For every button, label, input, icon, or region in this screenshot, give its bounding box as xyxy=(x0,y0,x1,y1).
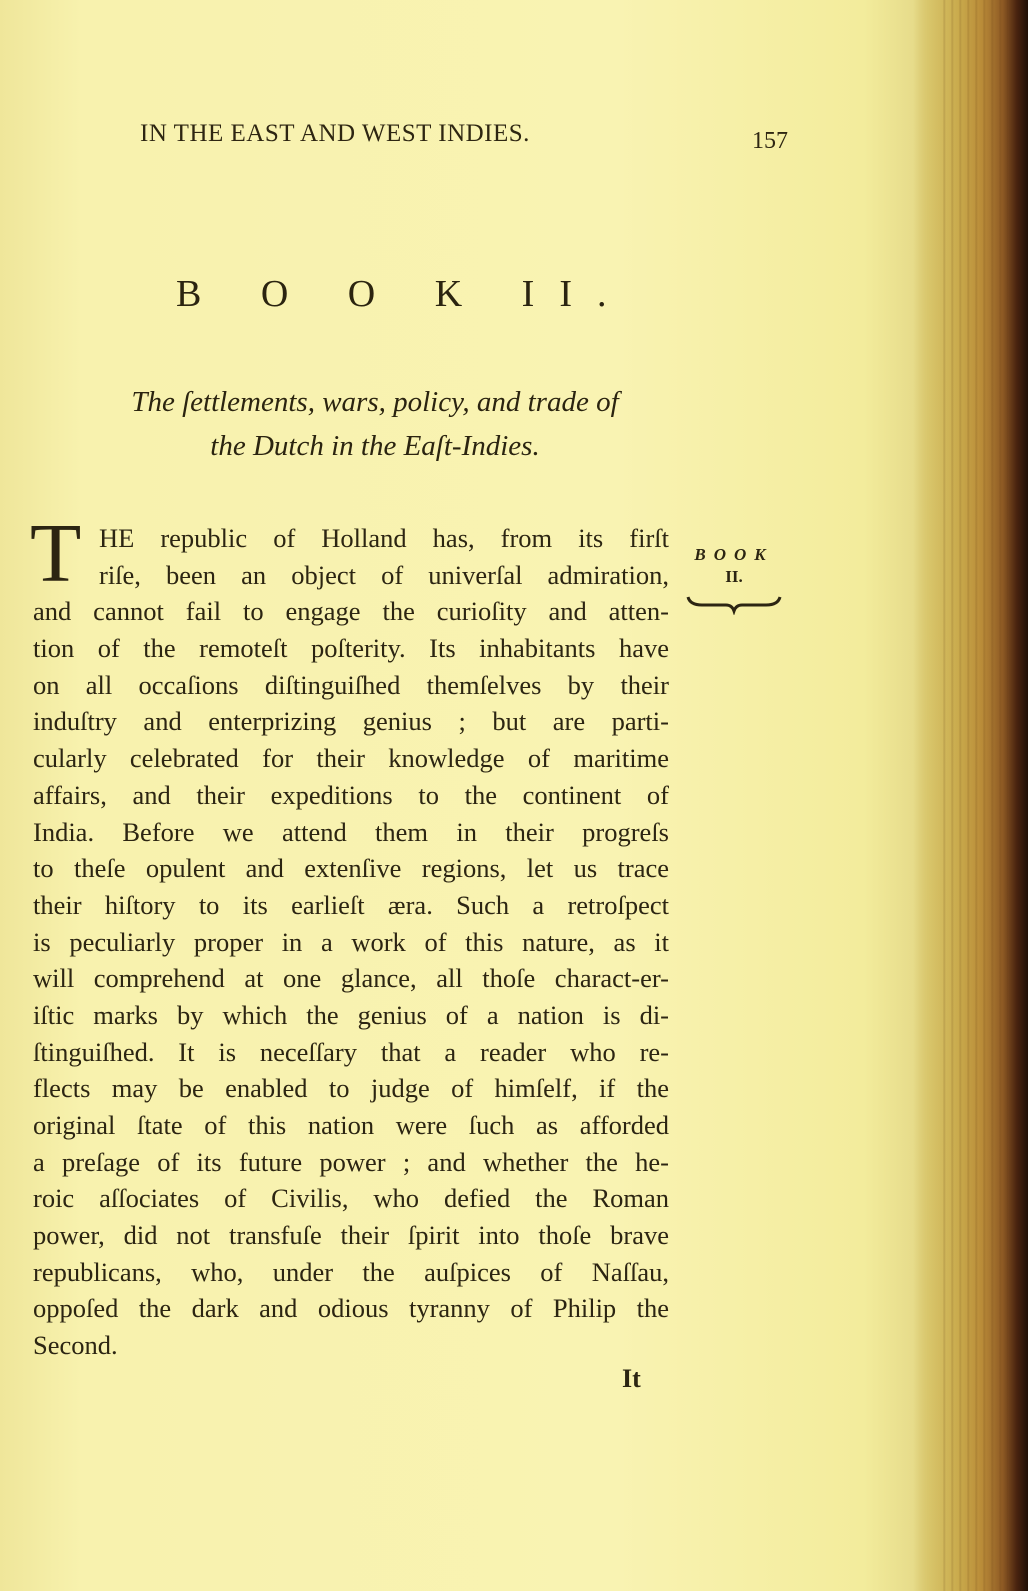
body-line-16: flects may be enabled to judge of himſelf, if the xyxy=(33,1073,669,1104)
body-line-21: republicans, who, under the auſpices of Naſſau, xyxy=(33,1256,669,1287)
body-line-15: ſtinguiſhed. It is neceſſary that a reader who re- xyxy=(33,1036,669,1067)
body-line-3: and cannot fail to engage the curioſity and atten- xyxy=(33,596,669,627)
body-line-7: cularly celebrated for their knowledge of maritime xyxy=(33,743,669,774)
body-line-11: their hiſtory to its earlieſt æra. Such a retroſpect xyxy=(33,889,669,920)
body-line-1: HE republic of Holland has, from its firſt xyxy=(99,523,669,553)
page-number: 157 xyxy=(752,128,788,154)
body-line-2: riſe, been an object of univerſal admiration, xyxy=(99,559,669,590)
body-line-8: affairs, and their expeditions to the continent of xyxy=(33,779,669,810)
chapter-subtitle xyxy=(30,380,720,468)
subtitle-line-1: The ſettlements, wars, policy, and trade of xyxy=(131,386,619,418)
body-line-4: tion of the remoteſt poſterity. Its inhabitants have xyxy=(33,633,669,664)
margin-note xyxy=(680,545,788,615)
margin-note-number: II. xyxy=(725,567,743,586)
body-line-13: will comprehend at one glance, all thoſe charact-er- xyxy=(33,963,669,994)
book-title: B O O K II. xyxy=(176,273,632,315)
body-paragraph xyxy=(33,520,669,1364)
running-head: IN THE EAST AND WEST INDIES. xyxy=(140,120,530,147)
brace-ornament xyxy=(684,593,784,615)
subtitle-line-2: the Dutch in the Eaſt-Indies. xyxy=(210,430,540,462)
drop-cap: T xyxy=(30,507,82,600)
body-line-10: to theſe opulent and extenſive regions, let us trace xyxy=(33,853,669,884)
page-edge-texture xyxy=(938,0,1008,1591)
catchword: It xyxy=(622,1364,641,1393)
body-line-20: power, did not transfuſe their ſpirit into thoſe brave xyxy=(33,1220,669,1251)
margin-note-book: BOOK xyxy=(694,545,774,564)
body-line-23: Second. xyxy=(33,1330,118,1361)
body-line-6: induſtry and enterprizing genius ; but are parti- xyxy=(33,706,669,737)
body-line-17: original ſtate of this nation were ſuch as afforded xyxy=(33,1110,669,1140)
body-line-18: a preſage of its future power ; and whether the he- xyxy=(33,1146,669,1177)
body-line-9: India. Before we attend them in their progreſs xyxy=(33,816,669,847)
body-line-5: on all occaſions diſtinguiſhed themſelves by their xyxy=(33,669,669,700)
body-line-19: roic aſſociates of Civilis, who defied the Roman xyxy=(33,1183,669,1214)
body-line-14: iſtic marks by which the genius of a nation is di- xyxy=(33,999,669,1030)
body-line-22: oppoſed the dark and odious tyranny of Philip the xyxy=(33,1293,669,1324)
body-line-12: is peculiarly proper in a work of this nature, as it xyxy=(33,926,669,957)
